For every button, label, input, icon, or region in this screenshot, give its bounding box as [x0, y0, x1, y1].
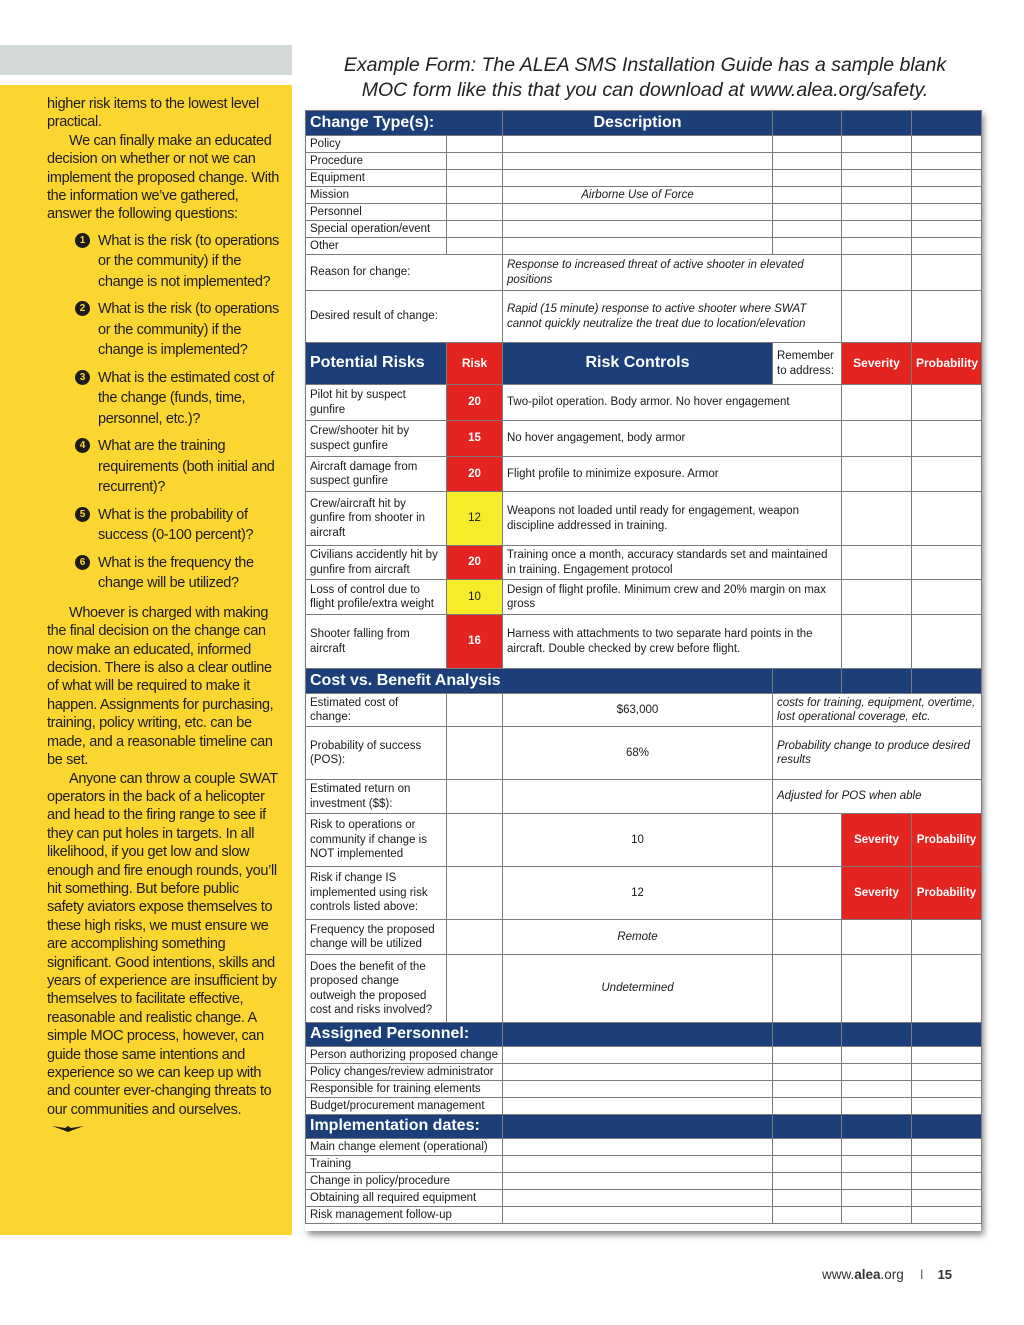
- personnel-label: Person authorizing proposed change: [306, 1047, 503, 1064]
- personnel-label: Responsible for training elements: [306, 1081, 503, 1098]
- frequency-row: [306, 920, 982, 955]
- sidebar-text: [47, 95, 279, 1138]
- risk-score: 20: [447, 385, 503, 421]
- risk-row: [306, 492, 982, 546]
- frequency-value: Remote: [503, 920, 773, 955]
- description-cell: [503, 136, 773, 153]
- implementation-row: [306, 1156, 982, 1173]
- reason-value: Response to increased threat of active shooter in elevated positions: [503, 255, 842, 291]
- severity-cell: Severity: [842, 814, 912, 867]
- page-number: 15: [937, 1267, 953, 1282]
- risk-name: Crew/shooter hit by suspect gunfire: [306, 421, 447, 457]
- risk-header: Risk: [447, 343, 503, 385]
- change-type-label: Procedure: [306, 153, 447, 170]
- cost-label: Estimated return on investment ($$):: [306, 780, 447, 814]
- implementation-header: Implementation dates:: [306, 1115, 503, 1139]
- cost-value: [503, 780, 773, 814]
- description-cell: [503, 153, 773, 170]
- severity-cell: Severity: [842, 867, 912, 920]
- personnel-row: [306, 1081, 982, 1098]
- question-text: What is the frequency the change will be utilized?: [98, 554, 254, 592]
- change-type-label: Other: [306, 238, 447, 255]
- risk-eval-value: 10: [503, 814, 773, 867]
- cost-value: 68%: [503, 727, 773, 780]
- question-text: What is the estimated cost of the change (funds, time, personnel, etc.)?: [98, 369, 275, 427]
- cost-label: Probability of success (POS):: [306, 727, 447, 780]
- risk-row: [306, 457, 982, 492]
- implementation-row: [306, 1190, 982, 1207]
- moc-form: [305, 110, 981, 1231]
- risk-row: [306, 580, 982, 615]
- risk-controls-header: Risk Controls: [503, 343, 773, 385]
- risk-eval-row: [306, 867, 982, 920]
- risk-control: Two-pilot operation. Body armor. No hover engagement: [503, 385, 842, 421]
- change-type-row: [306, 221, 982, 238]
- change-type-label: Policy: [306, 136, 447, 153]
- sidebar-paragraph-4-text: Anyone can throw a couple SWAT operators in the back of a helicopter and head to the firing range to see if they can put holes in targets. In all likelihood, if you get low and slow enough and fire enough rounds, you’ll hit something. But before public safety aviators expose themselves to these high risks, we must ensure we are accomplishing something significant. Good intentions, skills and years of experience are insufficient by themselves to facilitate effective, reasonable and realistic change. A simple MOC process, however, can guide those same intentions and experience so we can keep up with and counter ever-changing threats to our communities and ourselves.: [47, 770, 278, 1118]
- question-text: What are the training requirements (both initial and recurrent)?: [98, 438, 275, 496]
- personnel-row: [306, 1064, 982, 1081]
- question-list: [47, 231, 279, 594]
- risk-control: Design of flight profile. Minimum crew and 20% margin on max gross: [503, 580, 842, 615]
- risk-score: 15: [447, 421, 503, 457]
- question-number-icon: 5: [75, 507, 90, 522]
- footer-www: www.: [822, 1267, 855, 1282]
- top-gray-bar: [0, 45, 292, 75]
- question-number-icon: 6: [75, 555, 90, 570]
- question-number-icon: 4: [75, 438, 90, 453]
- risk-score: 20: [447, 546, 503, 580]
- desired-row: [306, 291, 982, 343]
- frequency-label: Frequency the proposed change will be utilized: [306, 920, 447, 955]
- caption-line-2: MOC form like this that you can download at www.alea.org/safety.: [361, 79, 929, 101]
- implementation-row: [306, 1207, 982, 1224]
- description-cell: [503, 238, 773, 255]
- footer-brand: alea: [854, 1267, 881, 1282]
- description-header: Description: [503, 111, 773, 136]
- personnel-label: Budget/procurement management: [306, 1098, 503, 1115]
- risk-name: Loss of control due to flight profile/extra weight: [306, 580, 447, 615]
- desired-label: Desired result of change:: [306, 291, 503, 343]
- probability-cell: Probability: [912, 867, 982, 920]
- form-caption: [300, 53, 990, 103]
- risk-row: [306, 615, 982, 669]
- risk-name: Aircraft damage from suspect gunfire: [306, 457, 447, 492]
- sidebar-paragraph-1: higher risk items to the lowest level practical.: [47, 96, 259, 131]
- question-text: What is the probability of success (0-100 percent)?: [98, 506, 254, 544]
- reason-row: [306, 255, 982, 291]
- description-cell: [503, 204, 773, 221]
- cost-value: $63,000: [503, 694, 773, 727]
- risk-row: [306, 385, 982, 421]
- risk-row: [306, 421, 982, 457]
- risk-control: Weapons not loaded until ready for engagement, weapon discipline addressed in training.: [503, 492, 842, 546]
- benefit-value: Undetermined: [503, 955, 773, 1023]
- risk-eval-value: 12: [503, 867, 773, 920]
- risk-score: 10: [447, 580, 503, 615]
- personnel-header: Assigned Personnel:: [306, 1023, 503, 1047]
- page-footer: [822, 1267, 952, 1282]
- remember-label: Remember to address:: [773, 343, 842, 385]
- personnel-header-row: [306, 1023, 982, 1047]
- risk-eval-label: Risk if change IS implemented using risk controls listed above:: [306, 867, 447, 920]
- cost-note: Probability change to produce desired results: [773, 727, 982, 780]
- probability-cell: Probability: [912, 814, 982, 867]
- risk-control: Harness with attachments to two separate hard points in the aircraft. Double checked by crew before flight.: [503, 615, 842, 669]
- question-item: [47, 505, 279, 546]
- sidebar-paragraph-4: [47, 770, 279, 1138]
- change-type-header: Change Type(s):: [306, 111, 503, 136]
- question-item: [47, 368, 279, 430]
- cost-row: [306, 727, 982, 780]
- change-type-header-row: [306, 111, 982, 136]
- change-type-row: [306, 136, 982, 153]
- wings-icon: [51, 1123, 85, 1133]
- change-type-row: [306, 153, 982, 170]
- question-text: What is the risk (to operations or the community) if the change is implemented?: [98, 301, 279, 359]
- cost-header-row: [306, 669, 982, 694]
- risk-eval-row: [306, 814, 982, 867]
- sidebar-paragraph-3: Whoever is charged with making the final decision on the change can now make an educated, informed decision. There is also a clear outline of what will be required to make it happen. Assignments for purchasing, training, policy writing, etc. can be made, and a reasonable timeline can be set.: [47, 604, 274, 769]
- question-item: [47, 299, 279, 361]
- change-type-row: [306, 187, 982, 204]
- change-type-row: [306, 238, 982, 255]
- question-number-icon: 3: [75, 370, 90, 385]
- risk-name: Civilians accidently hit by gunfire from aircraft: [306, 546, 447, 580]
- risk-control: No hover angagement, body armor: [503, 421, 842, 457]
- cost-label: Estimated cost of change:: [306, 694, 447, 727]
- description-cell: [503, 170, 773, 187]
- sidebar-paragraph-2: We can finally make an educated decision on whether or not we can implement the proposed change. With the information we’ve gathered, answer the following questions:: [47, 132, 279, 223]
- risk-name: Pilot hit by suspect gunfire: [306, 385, 447, 421]
- change-type-row: [306, 204, 982, 221]
- caption-line-1: Example Form: The ALEA SMS Installation Guide has a sample blank: [343, 54, 947, 76]
- cost-row: [306, 694, 982, 727]
- question-item: [47, 553, 279, 594]
- question-number-icon: 1: [75, 233, 90, 248]
- sidebar-column: [0, 85, 292, 1235]
- implementation-row: [306, 1173, 982, 1190]
- implementation-label: Change in policy/procedure: [306, 1173, 503, 1190]
- footer-tld: .org: [880, 1267, 904, 1282]
- implementation-label: Risk management follow-up: [306, 1207, 503, 1224]
- implementation-label: Training: [306, 1156, 503, 1173]
- change-type-label: Special operation/event: [306, 221, 447, 238]
- benefit-label: Does the benefit of the proposed change outweigh the proposed cost and risks involved?: [306, 955, 447, 1023]
- implementation-label: Main change element (operational): [306, 1139, 503, 1156]
- cost-benefit-header: Cost vs. Benefit Analysis: [306, 669, 773, 694]
- risk-header-row: [306, 343, 982, 385]
- mission-description: Airborne Use of Force: [503, 187, 773, 204]
- probability-header: Probability: [912, 343, 982, 385]
- implementation-header-row: [306, 1115, 982, 1139]
- risk-name: Crew/aircraft hit by gunfire from shooter in aircraft: [306, 492, 447, 546]
- risk-name: Shooter falling from aircraft: [306, 615, 447, 669]
- question-item: [47, 231, 279, 293]
- cost-row: [306, 780, 982, 814]
- desired-value: Rapid (15 minute) response to active shooter where SWAT cannot quickly neutralize the treat due to location/elevation: [503, 291, 842, 343]
- personnel-label: Policy changes/review administrator: [306, 1064, 503, 1081]
- moc-form-table: [305, 110, 982, 1224]
- risk-eval-label: Risk to operations or community if change is NOT implemented: [306, 814, 447, 867]
- change-type-label: Personnel: [306, 204, 447, 221]
- implementation-label: Obtaining all required equipment: [306, 1190, 503, 1207]
- risk-control: Training once a month, accuracy standards set and maintained in training. Engagement protocol: [503, 546, 842, 580]
- question-text: What is the risk (to operations or the community) if the change is not implemented?: [98, 232, 279, 290]
- personnel-row: [306, 1047, 982, 1064]
- change-type-label: Equipment: [306, 170, 447, 187]
- reason-label: Reason for change:: [306, 255, 503, 291]
- risk-score: 12: [447, 492, 503, 546]
- change-type-row: [306, 170, 982, 187]
- risk-row: [306, 546, 982, 580]
- risk-score: 20: [447, 457, 503, 492]
- cost-note: Adjusted for POS when able: [773, 780, 982, 814]
- personnel-row: [306, 1098, 982, 1115]
- benefit-row: [306, 955, 982, 1023]
- implementation-row: [306, 1139, 982, 1156]
- severity-header: Severity: [842, 343, 912, 385]
- risk-control: Flight profile to minimize exposure. Armor: [503, 457, 842, 492]
- description-cell: [503, 221, 773, 238]
- risk-score: 16: [447, 615, 503, 669]
- change-type-label: Mission: [306, 187, 447, 204]
- cost-note: costs for training, equipment, overtime, lost operational coverage, etc.: [773, 694, 982, 727]
- question-item: [47, 436, 279, 498]
- potential-risks-header: Potential Risks: [306, 343, 447, 385]
- footer-separator: I: [919, 1267, 924, 1282]
- question-number-icon: 2: [75, 301, 90, 316]
